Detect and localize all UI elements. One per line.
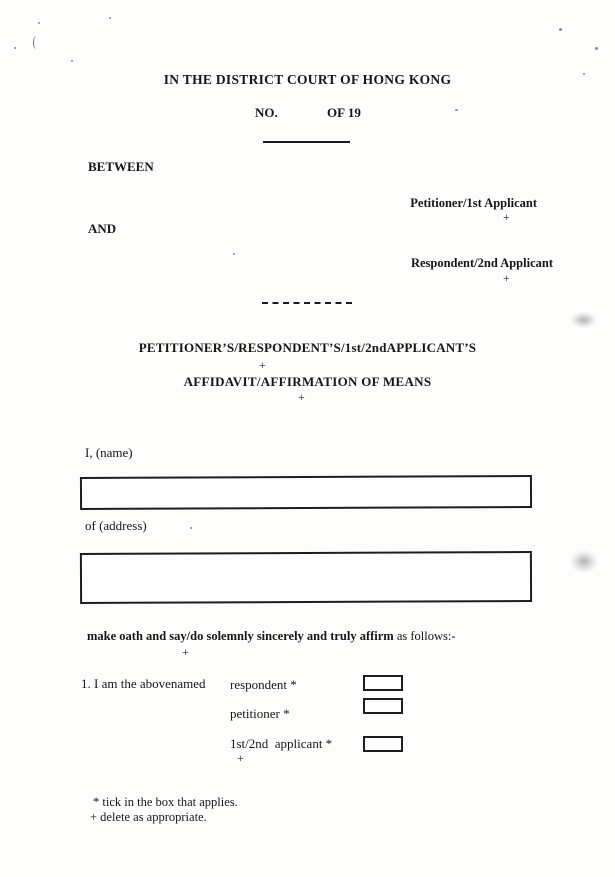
item1-lead-text: 1. I am the abovenamed: [81, 676, 206, 691]
tickbox-petitioner[interactable]: [363, 698, 403, 714]
delete-marker: +: [182, 645, 189, 659]
address-field-label: of (address): [85, 518, 147, 533]
option-label-respondent: respondent *: [230, 677, 297, 692]
case-number-label: NO.: [255, 105, 278, 120]
oath-statement: [87, 629, 456, 644]
and-label: AND: [88, 221, 117, 236]
tickbox-applicant[interactable]: [363, 736, 403, 752]
delete-marker: +: [503, 271, 510, 285]
scan-speck: [455, 109, 458, 111]
respondent-party-label: Respondent/2nd Applicant: [410, 256, 553, 270]
delete-marker: +: [503, 210, 510, 224]
petitioner-party-label: Petitioner/1st Applicant: [410, 196, 537, 210]
delete-marker: +: [298, 390, 305, 404]
option-label-petitioner: petitioner *: [230, 706, 290, 721]
footnote-tick-instruction: * tick in the box that applies.: [93, 795, 238, 809]
scan-speck: [233, 253, 235, 255]
tickbox-respondent[interactable]: [363, 675, 403, 691]
name-field-label: I, (name): [85, 445, 133, 460]
scan-speck: [190, 527, 192, 529]
scan-speck: [559, 28, 562, 31]
oath-statement-tail: as follows:-: [393, 629, 456, 643]
address-input-box[interactable]: [80, 551, 532, 604]
scan-smudge: [570, 312, 597, 328]
delete-marker: +: [237, 751, 244, 765]
scan-speck: [14, 47, 16, 49]
horizontal-rule: [263, 141, 350, 143]
scan-smudge: [570, 550, 598, 573]
oath-statement-bold: make oath and say/do solemnly sincerely and truly affirm: [87, 629, 394, 643]
court-title: IN THE DISTRICT COURT OF HONG KONG: [163, 72, 452, 87]
scan-speck: [109, 17, 111, 19]
between-label: BETWEEN: [88, 159, 154, 174]
name-input-box[interactable]: [80, 475, 532, 510]
name-input-value: [82, 477, 530, 487]
address-input-value: [82, 553, 530, 563]
scan-speck: [595, 47, 598, 50]
scan-mark: [33, 36, 38, 49]
scan-speck: [38, 22, 40, 24]
footnote-delete-instruction: + delete as appropriate.: [90, 810, 207, 824]
case-year-label: OF 19: [327, 105, 361, 120]
scan-speck: [71, 60, 73, 62]
dashed-rule: [262, 302, 352, 304]
document-title-line2: AFFIDAVIT/AFFIRMATION OF MEANS: [183, 374, 432, 389]
option-label-applicant: 1st/2nd applicant *: [230, 736, 333, 751]
document-title-line1: PETITIONER’S/RESPONDENT’S/1st/2ndAPPLICANT’S: [138, 340, 477, 355]
delete-marker: +: [259, 358, 266, 372]
